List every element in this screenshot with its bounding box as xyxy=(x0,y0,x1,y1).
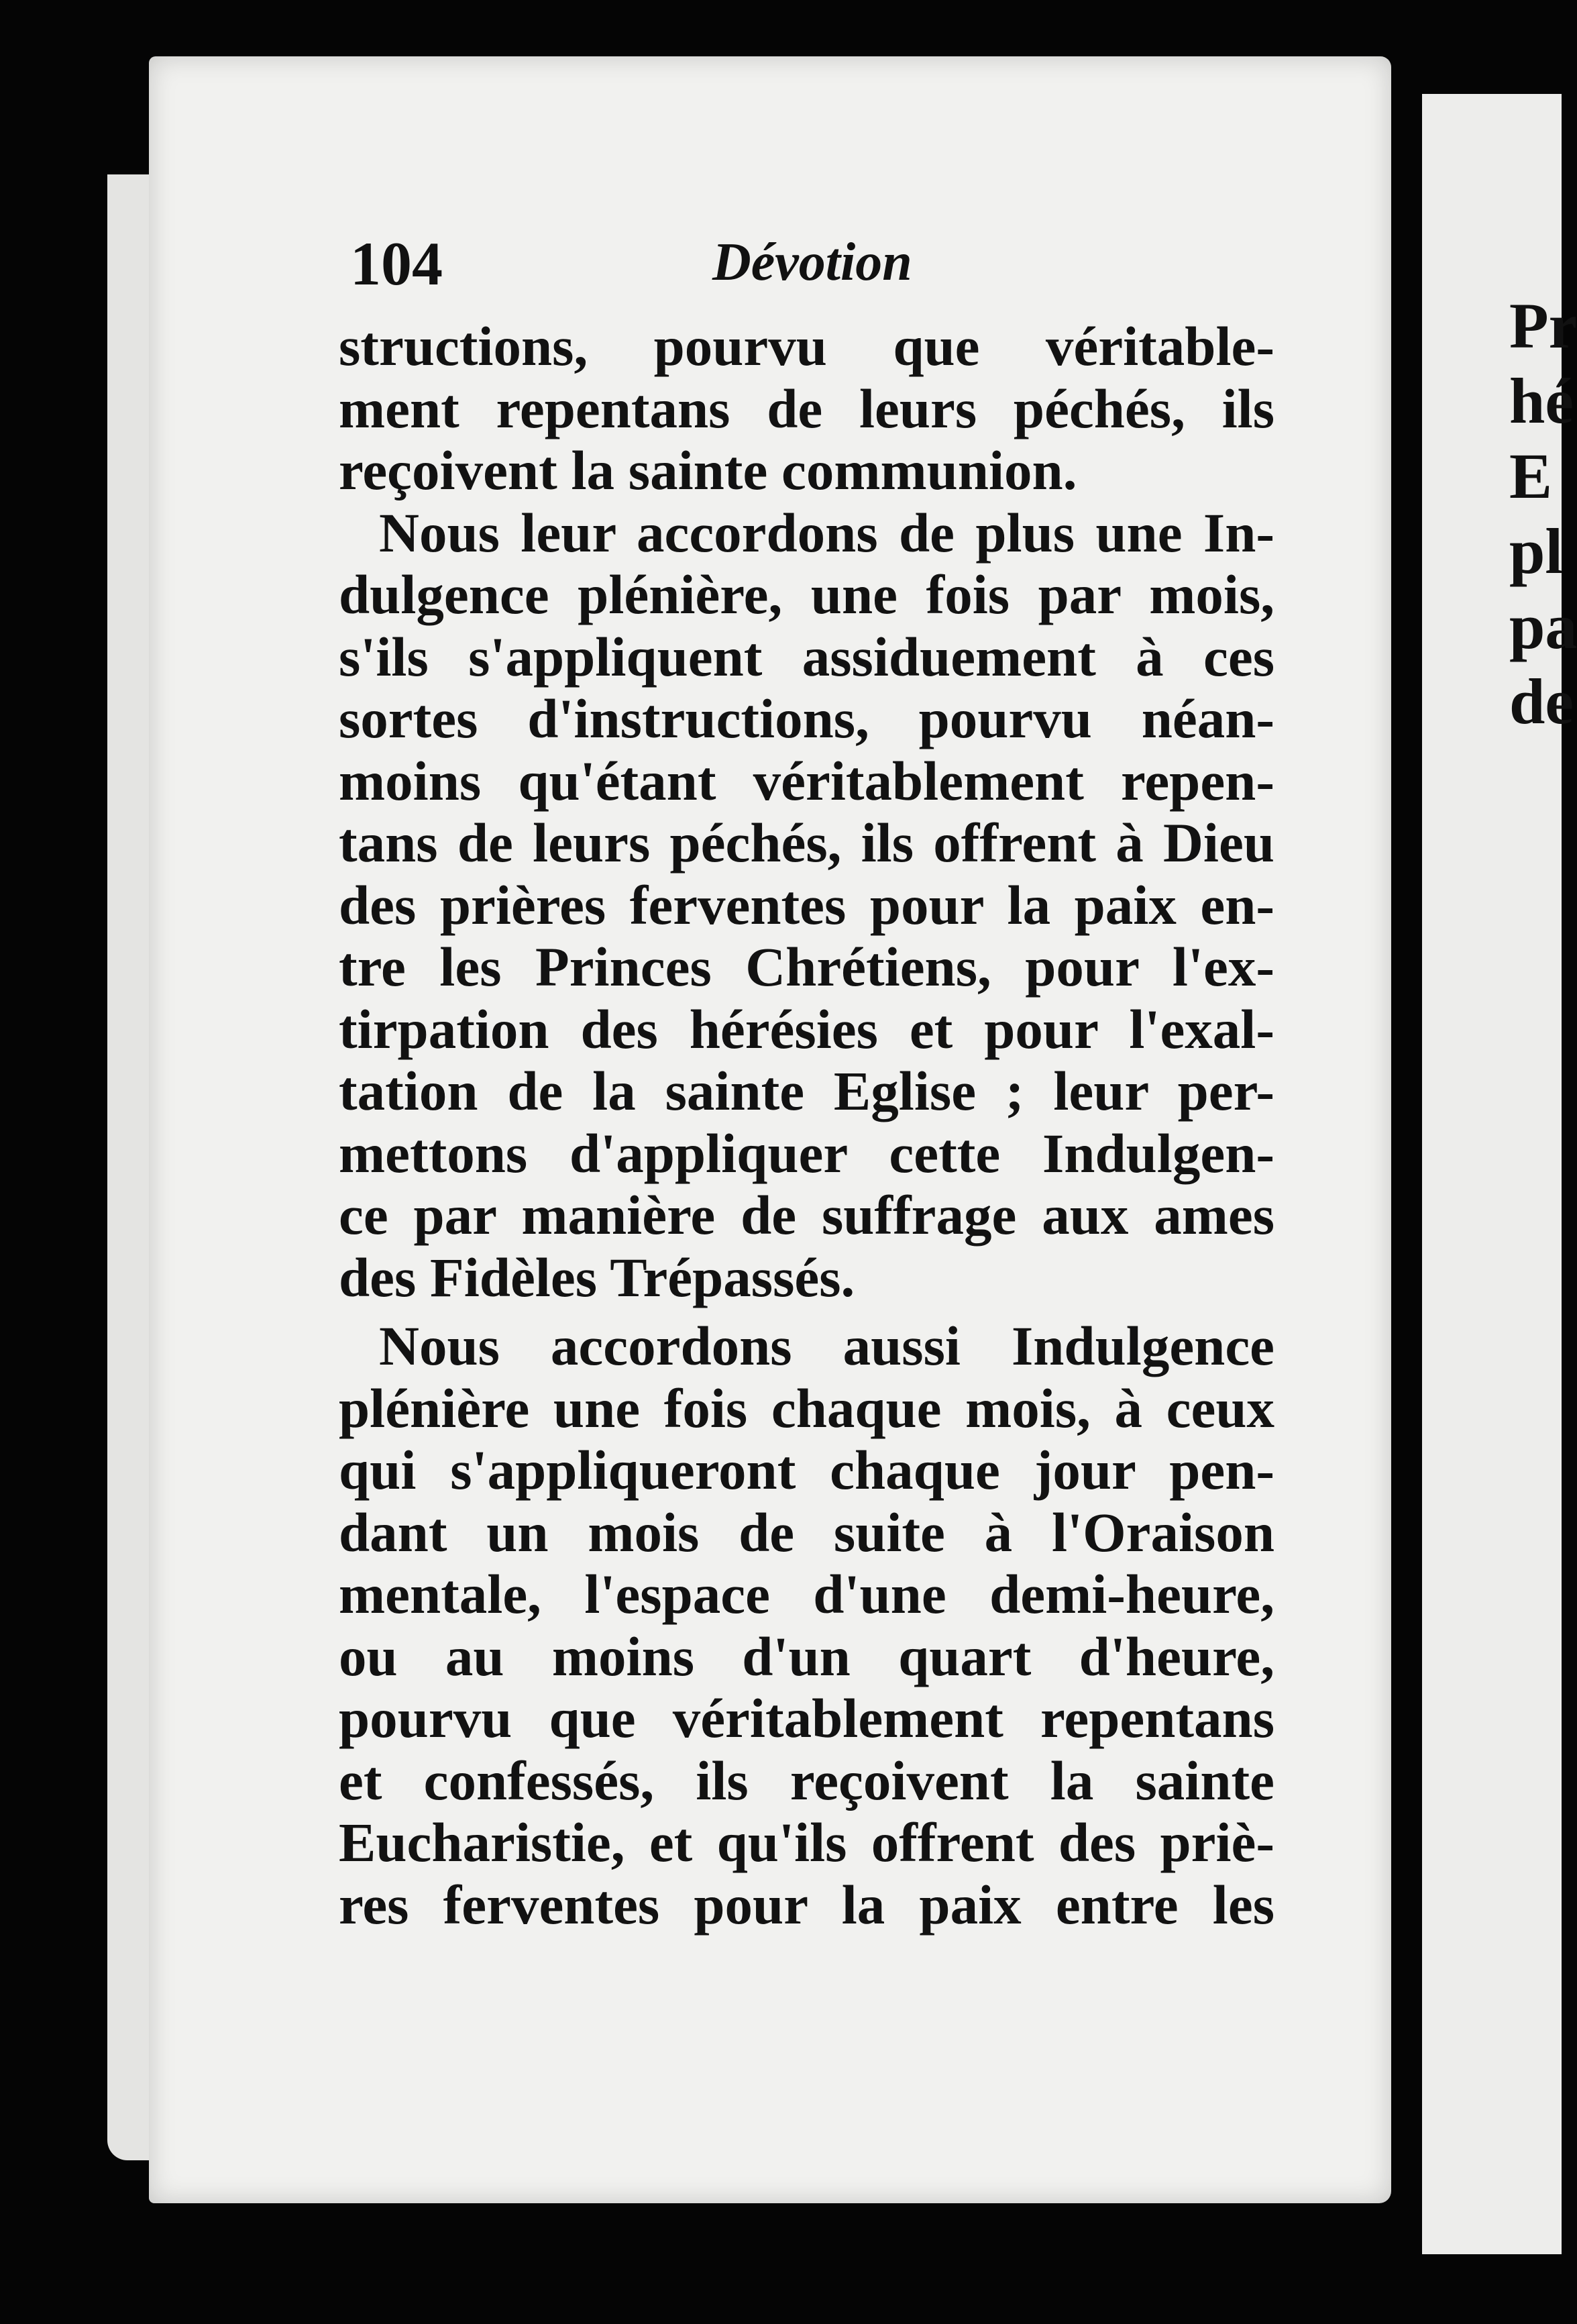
text-line: tre les Princes Chrétiens, pour l'ex- xyxy=(339,936,1274,998)
paragraph xyxy=(339,1315,1274,1936)
facing-page-line: hé xyxy=(1509,365,1574,437)
text-line: et confessés, ils reçoivent la sainte xyxy=(339,1749,1274,1811)
text-line: ment repentans de leurs péchés, ils xyxy=(339,377,1274,439)
text-line: mentale, l'espace d'une demi-heure, xyxy=(339,1563,1274,1625)
facing-page-line: Pr xyxy=(1509,290,1577,362)
facing-page-line: E xyxy=(1509,440,1553,512)
text-line: Eucharistie, et qu'ils offrent des priè- xyxy=(339,1811,1274,1873)
facing-page-line: pa xyxy=(1509,590,1577,662)
text-line: reçoivent la sainte communion. xyxy=(339,439,1077,501)
paragraph xyxy=(339,315,1274,502)
page-edge xyxy=(107,174,154,2160)
text-line: tans de leurs péchés, ils offrent à Dieu xyxy=(339,812,1274,874)
running-title: Dévotion xyxy=(712,233,912,292)
text-line: res ferventes pour la paix entre les xyxy=(339,1873,1274,1936)
page-header xyxy=(350,228,1276,302)
page-number: 104 xyxy=(350,229,443,298)
text-line: pourvu que véritablement repentans xyxy=(339,1687,1274,1749)
text-line: des prières ferventes pour la paix en- xyxy=(339,874,1274,936)
text-line: tirpation des hérésies et pour l'exal- xyxy=(339,998,1274,1060)
facing-page-text xyxy=(1509,288,1577,739)
text-line: dant un mois de suite à l'Oraison xyxy=(339,1501,1274,1563)
text-line: tation de la sainte Eglise ; leur per- xyxy=(339,1060,1274,1122)
paragraph xyxy=(339,502,1274,1309)
text-line: mettons d'appliquer cette Indulgen- xyxy=(339,1122,1274,1184)
facing-page-line: pl xyxy=(1509,515,1564,587)
facing-page-line: de xyxy=(1509,666,1574,737)
text-line: ce par manière de suffrage aux ames xyxy=(339,1184,1274,1246)
text-line: Nous accordons aussi Indulgence xyxy=(379,1315,1274,1377)
text-line: plénière une fois chaque mois, à ceux xyxy=(339,1377,1274,1439)
text-line: dulgence plénière, une fois par mois, xyxy=(339,564,1274,625)
text-line: Nous leur accordons de plus une In- xyxy=(379,501,1274,564)
text-line: moins qu'étant véritablement repen- xyxy=(339,749,1274,812)
text-line: qui s'appliqueront chaque jour pen- xyxy=(339,1439,1274,1501)
body-text xyxy=(339,315,1274,1936)
text-line: sortes d'instructions, pourvu néan- xyxy=(339,688,1274,749)
text-line: ou au moins d'un quart d'heure, xyxy=(339,1625,1274,1687)
text-line: des Fidèles Trépassés. xyxy=(339,1246,855,1308)
text-line: structions, pourvu que véritable- xyxy=(339,315,1274,377)
text-line: s'ils s'appliquent assiduement à ces xyxy=(339,625,1274,688)
